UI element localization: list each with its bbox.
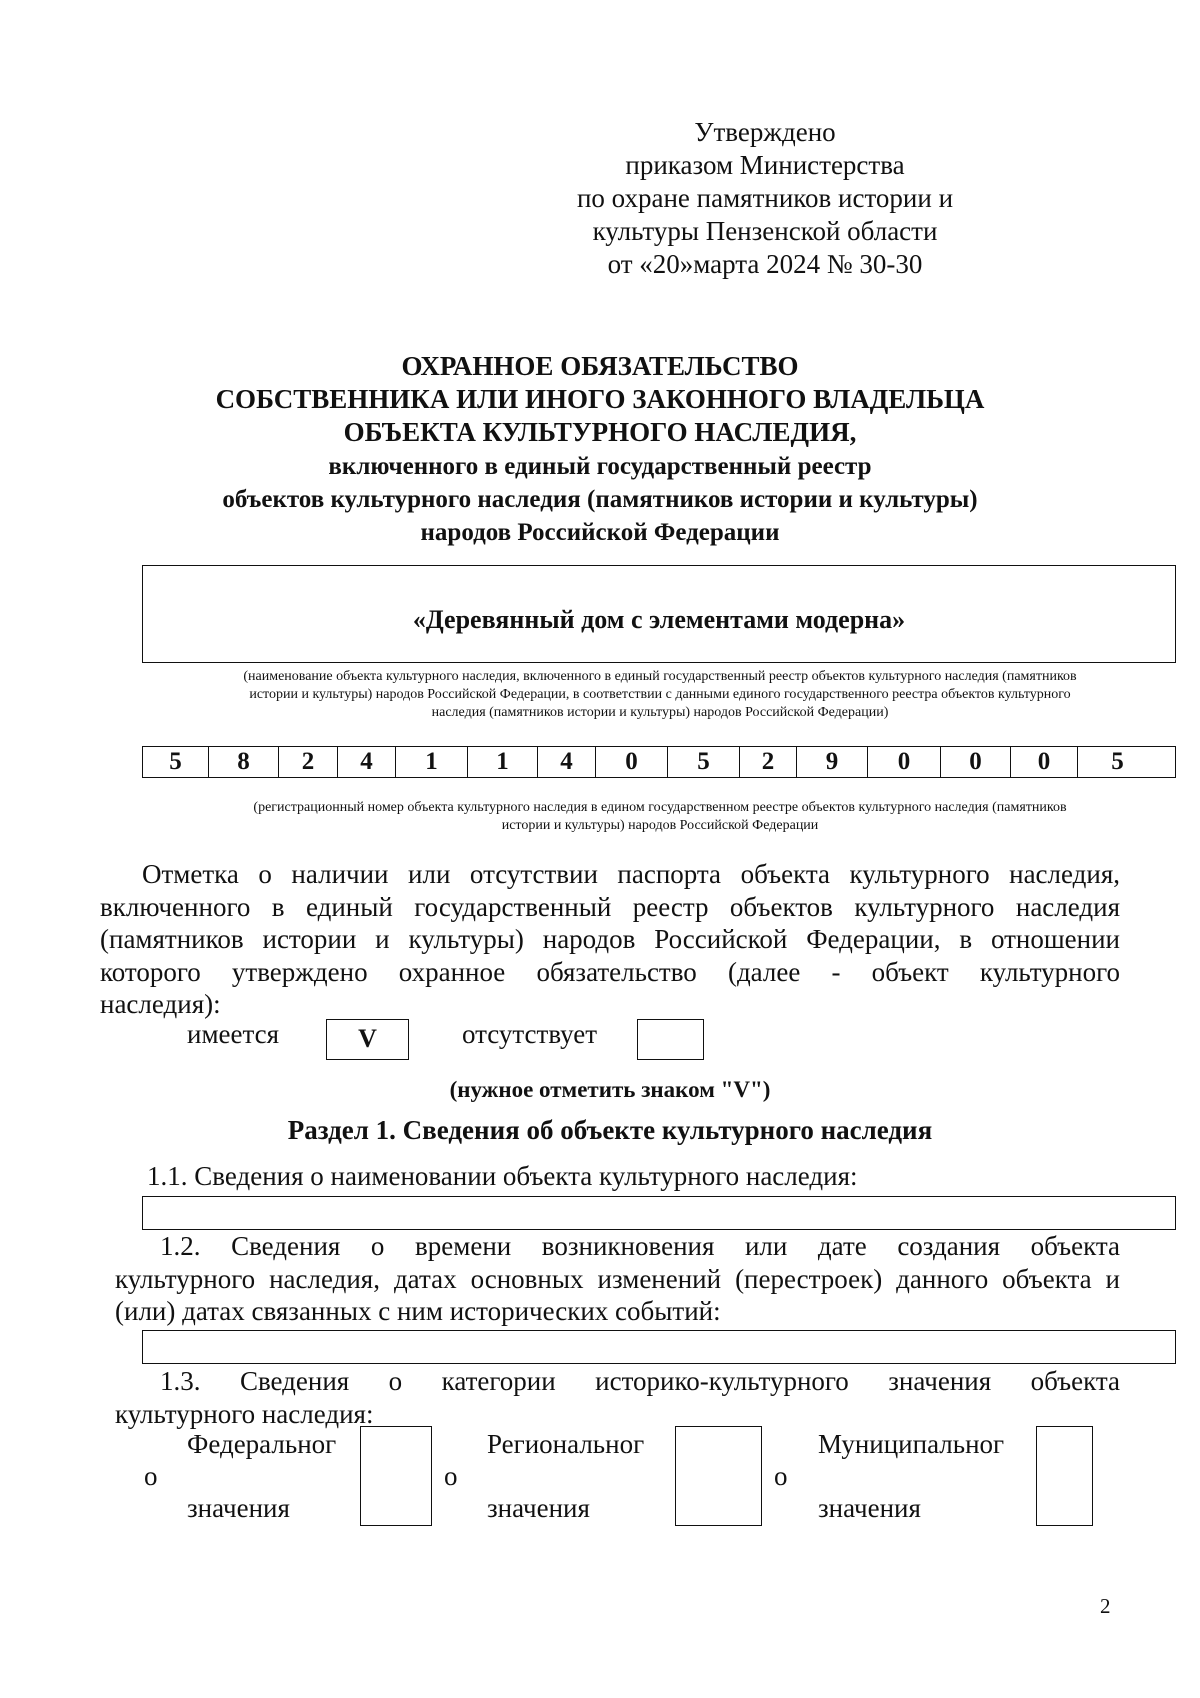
caption-line: наследия (памятников истории и культуры) народов Российской Федерации) [431,705,889,720]
category-regional-checkbox[interactable] [675,1426,762,1526]
category-federal-label: Федеральног [187,1429,337,1459]
object-name-box [142,565,1176,663]
reg-digit: 0 [1011,747,1078,777]
paragraph-line: наследия): [100,989,221,1019]
category-federal-checkbox[interactable] [360,1426,432,1526]
document-title: ОХРАННОЕ ОБЯЗАТЕЛЬСТВО [401,351,799,381]
paragraph-line: 1.2. Сведения о времени возникновения или дате создания объекта [160,1231,1120,1261]
reg-digit: 4 [338,747,396,777]
reg-digit: 1 [396,747,468,777]
reg-digit: 2 [740,747,797,777]
document-title: СОБСТВЕННИКА ИЛИ ИНОГО ЗАКОННОГО ВЛАДЕЛЬЦА [215,384,985,414]
reg-digit: 5 [668,747,740,777]
absent-label: отсутствует [462,1019,598,1049]
document-subtitle: народов Российской Федерации [420,519,780,546]
reg-digit: 4 [538,747,596,777]
reg-digit: 9 [797,747,868,777]
caption-line: (регистрационный номер объекта культурного наследия в едином государственном реестре объектов культурного наследия (памятников [253,800,1067,815]
document-title: ОБЪЕКТА КУЛЬТУРНОГО НАСЛЕДИЯ, [343,417,857,447]
exists-label: имеется [187,1019,280,1049]
registration-number-row [142,746,1176,778]
reg-digit: 5 [1111,748,1124,775]
category-municipal-label: о [774,1461,788,1491]
category-regional-label: значения [487,1493,590,1523]
paragraph-line: 1.3. Сведения о категории историко-культурного значения объекта [160,1366,1120,1396]
caption-line: (наименование объекта культурного наследия, включенного в единый государственный реестр объектов культурного наследия (памятников [243,669,1077,684]
approval-stamp [560,116,970,281]
section-title: Раздел 1. Сведения об объекте культурного наследия [287,1115,933,1145]
paragraph-line: культурного наследия: [115,1398,374,1429]
caption-line: истории и культуры) народов Российской Федерации, в соответствии с данными единого государственного реестра объектов культурного [249,687,1071,702]
exists-checkbox[interactable]: V [326,1019,409,1060]
category-municipal-checkbox[interactable] [1036,1426,1093,1526]
category-federal-label: о [144,1461,158,1491]
reg-digit: 2 [279,747,338,777]
reg-digit: 0 [868,747,941,777]
reg-digit: 8 [209,747,279,777]
reg-digit: 0 [941,747,1011,777]
object-dates-field[interactable] [142,1330,1176,1364]
paragraph-line: (памятников истории и культуры) народов Российской Федерации, в отношении [100,924,1120,954]
category-federal-label: значения [187,1493,290,1523]
object-name-field[interactable] [142,1196,1176,1230]
registration-number-caption [140,799,1180,835]
object-name-caption [140,668,1180,722]
caption-line: истории и культуры) народов Российской Федерации [501,818,819,833]
approval-line: от «20»марта 2024 № 30-30 [607,249,923,279]
reg-digit: 1 [468,747,538,777]
document-subtitle: включенного в единый государственный реестр [328,453,872,480]
item-1-3-label [115,1365,1120,1430]
absent-checkbox[interactable] [637,1019,704,1060]
approval-line: по охране памятников истории и [576,183,954,213]
category-regional-label: Региональног [487,1429,645,1459]
paragraph-line: Отметка о наличии или отсутствии паспорта объекта культурного наследия, [142,859,1120,889]
passport-paragraph [100,858,1120,1021]
document-subtitle: объектов культурного наследия (памятников истории и культуры) [222,486,978,513]
reg-digit: 0 [596,747,668,777]
category-regional-label: о [444,1461,458,1491]
approval-line: приказом Министерства [625,150,905,180]
mark-note: (нужное отметить знаком "V") [449,1077,771,1102]
paragraph-line: культурного наследия, датах основных изменений (перестроек) данного объекта и [115,1263,1120,1294]
approval-line: Утверждено [694,117,836,147]
object-name: «Деревянный дом с элементами модерна» [412,605,906,634]
reg-digit: 5 [143,747,209,777]
approval-line: культуры Пензенской области [592,216,938,246]
category-municipal-label: Муниципальног [818,1429,1005,1459]
category-municipal-label: значения [818,1493,921,1523]
item-1-2-label [115,1230,1120,1328]
page-number: 2 [1100,1594,1111,1618]
paragraph-line: которого утверждено охранное обязательство (далее - объект культурного [100,956,1120,987]
paragraph-line: включенного в единый государственный реестр объектов культурного наследия [100,891,1120,922]
paragraph-line: (или) датах связанных с ним исторических событий: [115,1296,721,1326]
item-1-1-label: 1.1. Сведения о наименовании объекта культурного наследия: [147,1161,858,1191]
